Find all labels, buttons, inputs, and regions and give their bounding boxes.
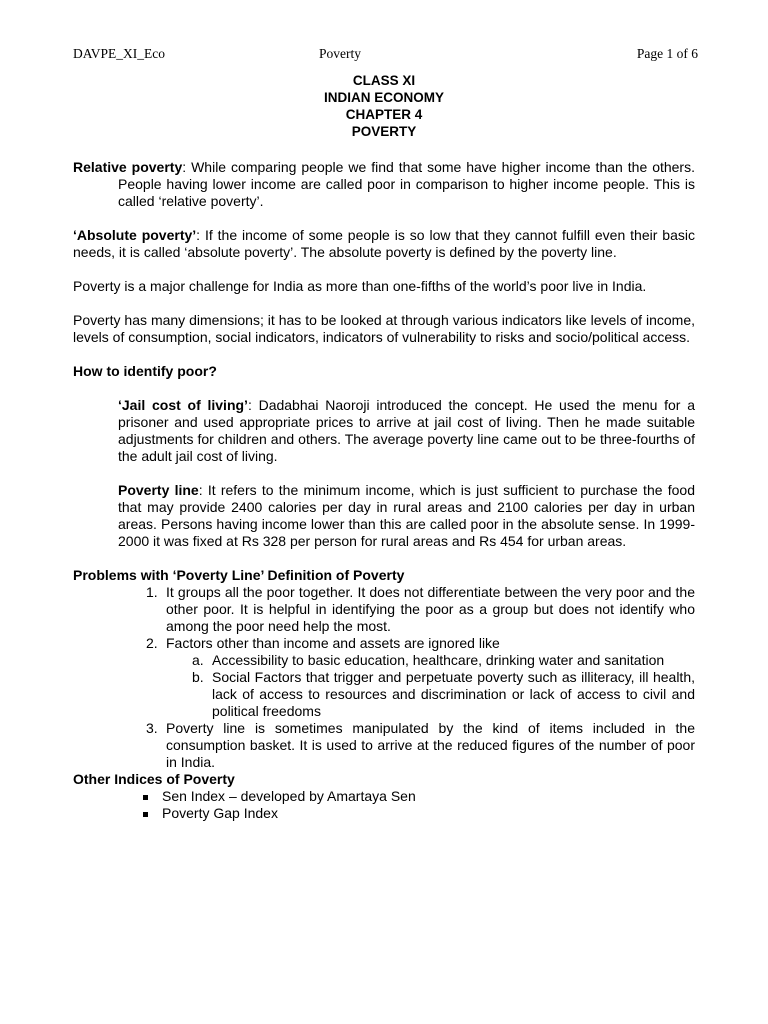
list-item [73,584,695,635]
absolute-poverty-paragraph [73,227,695,261]
title-subject: INDIAN ECONOMY [323,90,444,105]
page-header [73,46,698,64]
list-item-text: Accessibility to basic education, healthcare, drinking water and sanitation [212,652,665,668]
list-item [73,669,695,720]
header-doc-code: DAVPE_XI_Eco [73,46,165,61]
title-class: CLASS XI [352,73,416,88]
bullet-icon [143,795,148,800]
list-item [73,652,695,669]
list-item-text: Poverty line is sometimes manipulated by the kind of items included in the consumption basket. It is used to arrive at the reduced figures of the number of poor in India. [166,720,695,770]
relative-poverty-text: : While comparing people we find that some have higher income than the others. People having lower income are called poor in comparison to higher income people. This is called ‘relative poverty’. [118,159,695,209]
jail-cost-paragraph [73,397,695,465]
list-marker: b. [192,669,204,685]
list-item [73,635,695,720]
chapter-title-block [0,72,768,140]
problems-heading: Problems with ‘Poverty Line’ Definition of Poverty [73,567,405,583]
poverty-line-text: : It refers to the minimum income, which is just sufficient to purchase the food that may provide 2400 calories per day in rural areas and 2100 calories per day in urban areas. Persons having income lower than this are called poor in the absolute sense. In 1999-2000 it was fixed at Rs 328 per person for rural areas and Rs 454 for urban areas. [118,482,695,549]
list-item-text: Sen Index – developed by Amartaya Sen [162,788,416,804]
list-marker: a. [192,652,204,668]
poverty-line-term: Poverty line [118,482,199,498]
list-item-text: Social Factors that trigger and perpetuate poverty such as illiteracy, ill health, lack of access to resources and discrimination or lack of access to civil and political freedoms [212,669,695,719]
relative-poverty-term: Relative poverty [73,159,183,175]
title-topic: POVERTY [351,124,417,139]
jail-cost-term: ‘Jail cost of living’ [118,397,248,413]
relative-poverty-paragraph [73,159,695,210]
jail-cost-text: : Dadabhai Naoroji introduced the concept. He used the menu for a prisoner and used appropriate prices to arrive at jail cost of living. Then he made suitable adjustments for children and others. The average poverty line came out to be three-fourths of the adult jail cost of living. [118,397,696,464]
list-item [73,788,695,805]
document-body [73,159,695,822]
subfactors-list [166,652,695,720]
absolute-poverty-text: : If the income of some people is so low that they cannot fulfill even their basic needs, it is called ‘absolute poverty’. The absolute poverty is defined by the poverty line. [73,227,695,260]
poverty-line-paragraph [73,482,695,550]
problems-list [73,584,695,771]
list-item [73,720,695,771]
list-item-text: Factors other than income and assets are ignored like [166,635,500,651]
list-marker: 3. [146,720,158,736]
header-topic: Poverty [319,46,361,61]
header-page-number: Page 1 of 6 [636,46,698,61]
title-chapter: CHAPTER 4 [345,107,423,122]
list-marker: 2. [146,635,158,651]
list-item-text: Poverty Gap Index [162,805,278,821]
list-item [73,805,695,822]
identify-poor-heading: How to identify poor? [73,363,217,379]
dimensions-paragraph: Poverty has many dimensions; it has to be looked at through various indicators like levels of income, levels of consumption, social indicators, indicators of vulnerability to risks and socio/political access. [73,312,695,345]
absolute-poverty-term: ‘Absolute poverty’ [73,227,197,243]
list-marker: 1. [146,584,158,600]
list-item-text: It groups all the poor together. It does not differentiate between the very poor and the other poor. It is helpful in identifying the poor as a group but does not identify who among the poor need help the most. [166,584,695,634]
other-indices-heading: Other Indices of Poverty [73,771,235,787]
indices-list [73,788,695,822]
bullet-icon [143,812,148,817]
challenge-paragraph: Poverty is a major challenge for India as more than one-fifths of the world’s poor live in India. [73,278,647,294]
